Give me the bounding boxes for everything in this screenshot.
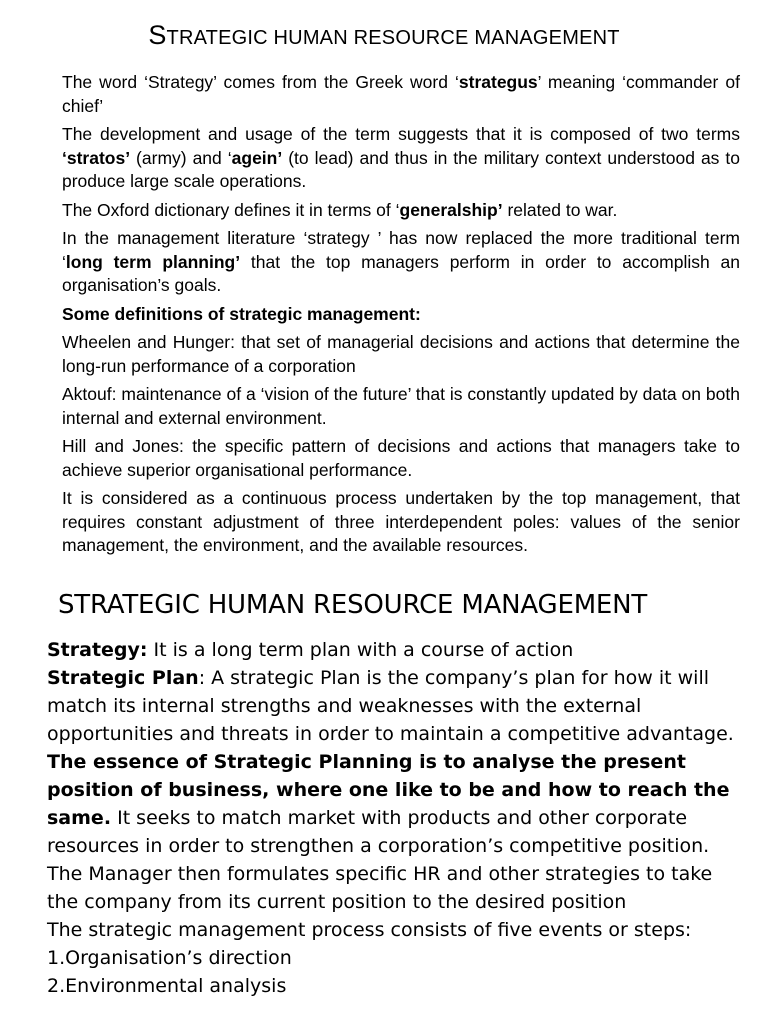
text-run: The development and usage of the term suggests that it is composed of two terms [62,124,740,144]
strategic-plan-label: Strategic Plan [47,667,199,689]
paragraph-strategy-origin [62,71,740,118]
list-item-step-1: 1.Organisation’s direction [47,947,292,969]
text-run: In the management literature ‘strategy ’ has now replaced the more traditional term ‘ [62,228,740,272]
slide-2-title: STRATEGIC HUMAN RESOURCE MANAGEMENT [58,590,648,620]
term-long-term-planning: long term planning’ [65,251,241,272]
term-generalship: generalship’ [399,199,503,220]
text-run: (army) and ‘ [130,147,232,168]
term-agein: agein’ [231,147,283,168]
list-item-step-2: 2.Environmental analysis [47,975,287,997]
text-run: ’ meaning ‘commander of chief’ [62,72,740,116]
slide-1-title-rest: TRATEGIC HUMAN RESOURCE MANAGEMENT [166,27,620,49]
definition-aktouf: Aktouf: maintenance of a ‘vision of the future’ that is constantly updated by data on both internal and external environment. [62,384,740,428]
essence-text: It seeks to match market with products and other corporate resources in order to strengthen a corporation’s competitive position. The Manager then formulates specific HR and other strategies to take the company from its current position to the desired position [47,807,713,913]
strategic-plan-definition [47,664,747,748]
strategic-plan-text: : A strategic Plan is the company’s plan for how it will match its internal strengths and weaknesses with the external opportunities and threats in order to maintain a competitive advantage. [47,667,734,745]
paragraph-continuous-process: It is considered as a continuous process undertaken by the top management, that requires constant adjustment of three interdependent poles: values of the senior management, the environment, and the available resources. [62,488,740,555]
definition-hill-jones: Hill and Jones: the specific pattern of decisions and actions that managers take to achieve superior organisational performance. [62,436,740,480]
term-stratos: ‘stratos’ [62,147,131,168]
text-run: The word ‘Strategy’ comes from the Greek word ‘ [62,72,459,92]
slide-1-title-initial: S [148,20,167,50]
essence-paragraph [47,748,747,916]
text-run: that the top managers perform in order to accomplish an organisation’s goals. [62,251,740,295]
strategy-label: Strategy: [47,639,148,661]
process-intro: The strategic management process consists of five events or steps: [47,919,692,941]
essence-bold: The essence of Strategic Planning is to analyse the present position of business, where one like to be and how to reach the same. [47,751,730,829]
paragraph-management-literature [62,227,740,298]
text-run: The Oxford dictionary defines it in terms of ‘ [62,199,400,220]
text-run: related to war. [502,199,618,220]
term-strategus: strategus [458,72,538,92]
slide-1-body [62,71,740,563]
strategy-definition [47,636,747,664]
slide-2 [0,586,768,1024]
text-run: (to lead) and thus in the military context understood as to produce large scale operations. [62,147,740,191]
strategy-text: It is a long term plan with a course of action [147,639,574,661]
paragraph-oxford-definition [62,199,740,223]
slide-2-body [47,636,747,1000]
definitions-heading: Some definitions of strategic management: [62,303,421,324]
paragraph-term-composition [62,123,740,194]
definition-wheelen-hunger: Wheelen and Hunger: that set of managerial decisions and actions that determine the long-run performance of a corporation [62,332,740,376]
slide-1-title [0,20,768,51]
